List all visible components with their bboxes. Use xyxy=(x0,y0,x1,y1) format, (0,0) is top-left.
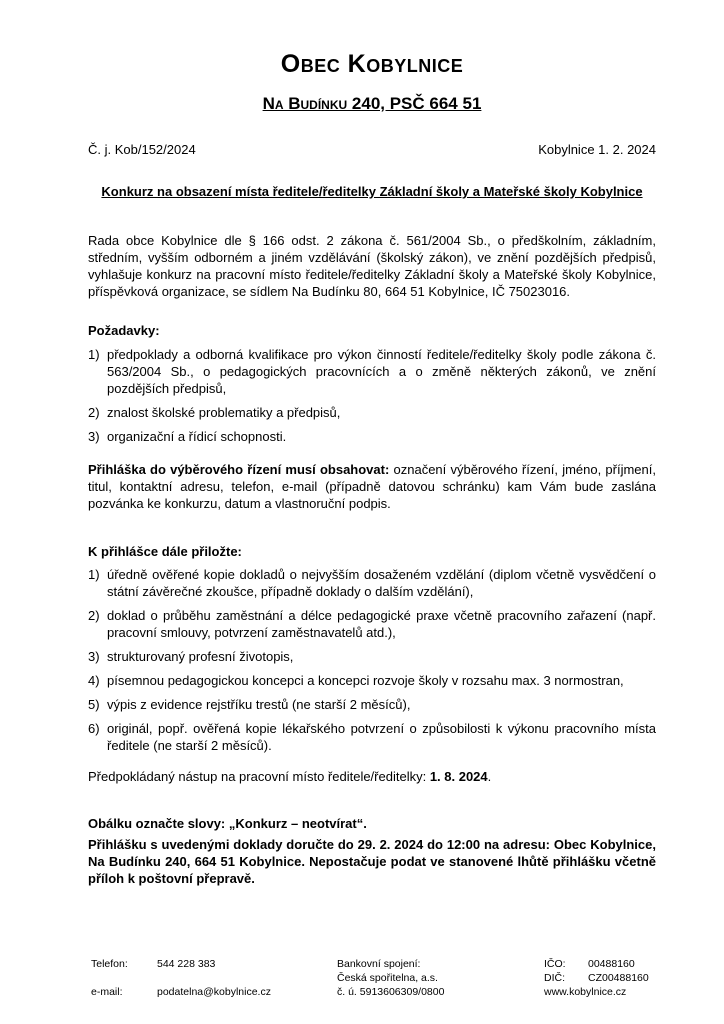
delivery-instruction: Přihlášku s uvedenými doklady doručte do 29. 2. 2024 do 12:00 na adresu: Obec Kobylnice, Na Budínku 240, 664 51 Kobylnice. Nepostačuje podat ve stanovené lhůtě přihlášku včetně příloh k poštovní přepravě. xyxy=(88,837,656,886)
attachments-heading: K přihlášce dále přiložte: xyxy=(88,544,242,559)
attachments-list xyxy=(88,566,656,754)
list-item xyxy=(88,696,656,713)
document-subject: Konkurz na obsazení místa ředitele/ředitelky Základní školy a Mateřské školy Kobylnice xyxy=(101,184,643,199)
bank-name: Česká spořitelna, a.s. xyxy=(337,972,438,984)
application-text: označení výběrového řízení, jméno, příjmení, titul, kontaktní adresu, telefon, e-mail (případně datovou schránku) kam Vám bude zaslána pozvánka ke konkurzu, datum a vlastnoruční podpis. xyxy=(88,462,656,511)
phone-label: Telefon: xyxy=(91,958,128,970)
start-end: . xyxy=(487,769,492,784)
email-address: podatelna@kobylnice.cz xyxy=(157,986,271,998)
item-number: 1) xyxy=(88,347,100,362)
bank-account: č. ú. 5913606309/0800 xyxy=(337,986,445,998)
item-number: 1) xyxy=(88,567,100,582)
item-text: výpis z evidence rejstříku trestů (ne starší 2 měsíců), xyxy=(107,697,411,712)
list-item xyxy=(88,648,656,665)
website: www.kobylnice.cz xyxy=(544,986,627,998)
item-text: předpoklady a odborná kvalifikace pro výkon činností ředitele/ředitelky školy podle zákona č. 563/2004 Sb., o pedagogických pracovnících a o změně některých zákonů, ve znění pozdějších předpisů, xyxy=(107,347,656,396)
reference-number: Č. j. Kob/152/2024 xyxy=(88,142,196,157)
list-item xyxy=(88,672,656,689)
list-item xyxy=(88,404,656,421)
item-number: 2) xyxy=(88,608,100,623)
intro-paragraph: Rada obce Kobylnice dle § 166 odst. 2 zákona č. 561/2004 Sb., o předškolním, základním, středním, vyšším odborném a jiném vzdělávání (školský zákon), ve znění pozdějších předpisů, vyhlašuje konkurz na pracovní místo ředitele/ředitelky Základní školy a Mateřské školy Kobylnice, příspěvková organizace, se sídlem Na Budínku 80, 664 51 Kobylnice, IČ 75023016. xyxy=(88,233,656,299)
item-text: organizační a řídicí schopnosti. xyxy=(107,429,287,444)
dic-label: DIČ: xyxy=(544,972,565,984)
bank-label: Bankovní spojení: xyxy=(337,958,421,970)
place-date: Kobylnice 1. 2. 2024 xyxy=(538,142,656,157)
ico-label: IČO: xyxy=(544,958,566,970)
item-text: strukturovaný profesní životopis, xyxy=(107,649,294,664)
item-number: 4) xyxy=(88,673,100,688)
requirements-section xyxy=(88,322,656,452)
list-item xyxy=(88,720,656,754)
envelope-instruction: Obálku označte slovy: „Konkurz – neotvírat“. xyxy=(88,816,367,831)
application-heading: Přihláška do výběrového řízení musí obsahovat: xyxy=(88,462,390,477)
item-number: 6) xyxy=(88,721,100,736)
start-date-paragraph xyxy=(88,768,656,785)
list-item xyxy=(88,346,656,397)
item-text: úředně ověřené kopie dokladů o nejvyšším dosaženém vzdělání (diplom včetně vysvědčení o státní závěrečné zkoušce, případně doklady o dalším vzdělání), xyxy=(107,567,656,599)
attachments-section xyxy=(88,543,656,761)
item-text: znalost školské problematiky a předpisů, xyxy=(107,405,341,420)
start-text: Předpokládaný nástup na pracovní místo ředitele/ředitelky: xyxy=(88,769,430,784)
email-label: e-mail: xyxy=(91,986,123,998)
list-item xyxy=(88,566,656,600)
phone-number: 544 228 383 xyxy=(157,958,216,970)
item-number: 2) xyxy=(88,405,100,420)
municipality-address: Na Budínku 240, PSČ 664 51 xyxy=(262,94,482,113)
requirements-list xyxy=(88,346,656,445)
item-text: písemnou pedagogickou koncepci a koncepci rozvoje školy v rozsahu max. 3 normostran, xyxy=(107,673,624,688)
list-item xyxy=(88,607,656,641)
item-number: 3) xyxy=(88,429,100,444)
municipality-title: Obec Kobylnice xyxy=(280,50,464,78)
item-text: doklad o průběhu zaměstnání a délce pedagogické praxe včetně pracovního zařazení (např. pracovní smlouvy, potvrzení zaměstnavatelů atd.), xyxy=(107,608,656,640)
application-paragraph xyxy=(88,461,656,512)
list-item xyxy=(88,428,656,445)
item-number: 5) xyxy=(88,697,100,712)
ico-value: 00488160 xyxy=(588,958,635,970)
requirements-heading: Požadavky: xyxy=(88,323,160,338)
dic-value: CZ00488160 xyxy=(588,972,649,984)
start-date: 1. 8. 2024 xyxy=(429,769,488,784)
item-text: originál, popř. ověřená kopie lékařského potvrzení o způsobilosti k výkonu pracovního místa ředitele (ne starší 2 měsíců). xyxy=(107,721,656,753)
item-number: 3) xyxy=(88,649,100,664)
